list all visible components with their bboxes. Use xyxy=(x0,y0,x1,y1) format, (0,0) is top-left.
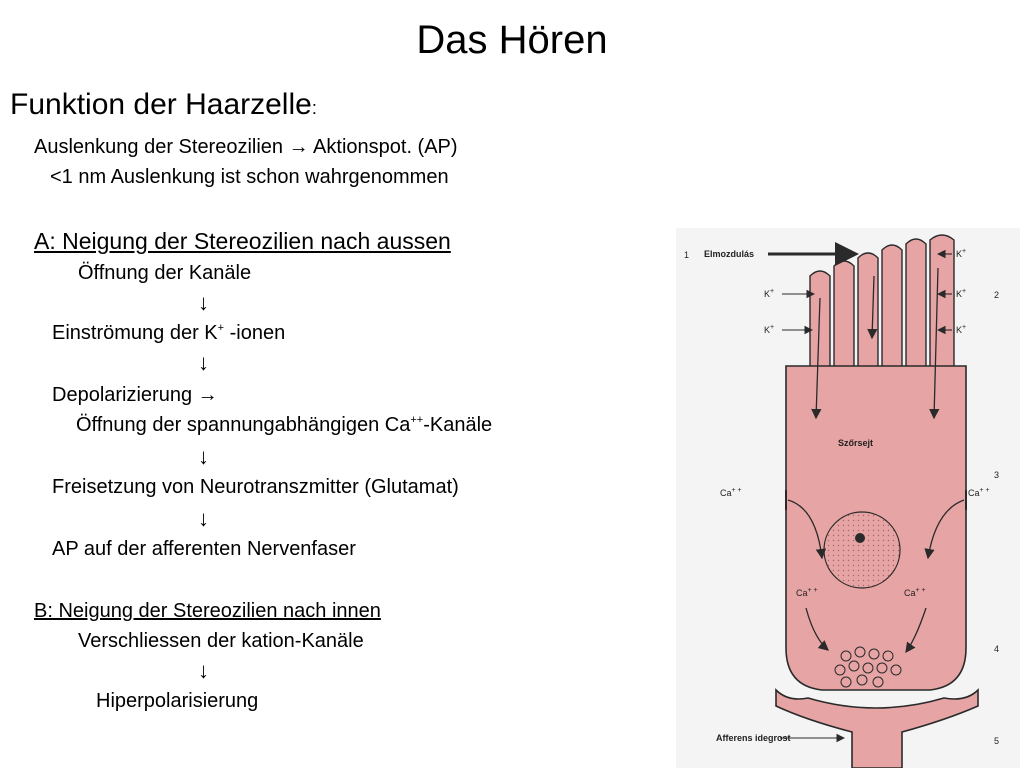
figure-number-4: 4 xyxy=(994,644,1000,654)
section-a-step-6: AP auf der afferenten Nervenfaser xyxy=(52,538,356,560)
hair-cell-svg xyxy=(676,228,1020,768)
section-a-step-5: Freisetzung von Neurotranszmitter (Glutamat) xyxy=(52,476,459,498)
heading-colon: : xyxy=(311,98,317,118)
section-b-step-1: Verschliessen der kation-Kanäle xyxy=(78,630,364,652)
section-a-step-3: Depolarizierung → xyxy=(52,384,218,406)
hair-cell-figure xyxy=(676,228,1020,768)
movement-label: Elmozdulás xyxy=(704,249,755,259)
stereocilium-1 xyxy=(810,271,830,373)
section-a-step-4 xyxy=(76,414,492,437)
figure-number-3: 3 xyxy=(994,470,1000,480)
down-arrow-3: ↓ xyxy=(198,444,209,469)
stereocilium-5 xyxy=(906,239,926,373)
ca-inner-label-right: Ca+ + xyxy=(904,587,926,598)
section-a-title: A: Neigung der Stereozilien nach aussen xyxy=(34,228,451,254)
slide-title: Das Hören xyxy=(416,18,608,62)
k-label-right-1: K+ xyxy=(956,248,967,259)
stereocilium-4 xyxy=(882,245,902,373)
cell-nucleus xyxy=(824,512,900,588)
cell-label: Szőrsejt xyxy=(838,438,874,448)
figure-number-2: 2 xyxy=(994,290,1000,300)
k-label-left-2: K+ xyxy=(764,324,775,335)
stereocilium-6 xyxy=(930,235,954,373)
down-arrow-5: ↓ xyxy=(198,658,209,683)
step-2-suffix: -ionen xyxy=(224,322,286,344)
ca-label-right: Ca+ + xyxy=(968,487,990,498)
down-arrow-1: ↓ xyxy=(198,290,209,315)
intro-line-1: Auslenkung der Stereozilien → Aktionspot. (AP) xyxy=(34,136,458,158)
k-label-right-3: K+ xyxy=(956,324,967,335)
section-b-step-2: Hiperpolarisierung xyxy=(96,690,259,712)
figure-number-5: 5 xyxy=(994,736,1000,746)
section-a-step-2 xyxy=(52,322,285,345)
section-a-step-1: Öffnung der Kanäle xyxy=(78,262,252,284)
ca-label-left: Ca+ + xyxy=(720,487,742,498)
heading-text: Funktion der Haarzelle xyxy=(10,88,312,121)
k-superscript: + xyxy=(217,322,225,334)
step-4-suffix: -Kanäle xyxy=(423,414,493,436)
ca-superscript: ++ xyxy=(410,414,424,426)
step-4-text: Öffnung der spannungabhängigen Ca xyxy=(76,414,411,436)
afferent-label: Afferens idegrost xyxy=(716,733,791,743)
intro-line-2: <1 nm Auslenkung ist schon wahrgenommen xyxy=(50,166,449,188)
ca-inner-label-left: Ca+ + xyxy=(796,587,818,598)
figure-number-1: 1 xyxy=(684,250,690,260)
section-heading xyxy=(10,88,317,122)
k-label-left-1: K+ xyxy=(764,288,775,299)
stereocilium-2 xyxy=(834,261,854,373)
down-arrow-4: ↓ xyxy=(198,506,209,531)
stereocilium-3 xyxy=(858,253,878,373)
down-arrow-2: ↓ xyxy=(198,350,209,375)
nucleolus xyxy=(855,533,865,543)
section-b-title: B: Neigung der Stereozilien nach innen xyxy=(34,600,381,622)
k-label-right-2: K+ xyxy=(956,288,967,299)
step-2-text: Einströmung der K xyxy=(52,322,218,344)
